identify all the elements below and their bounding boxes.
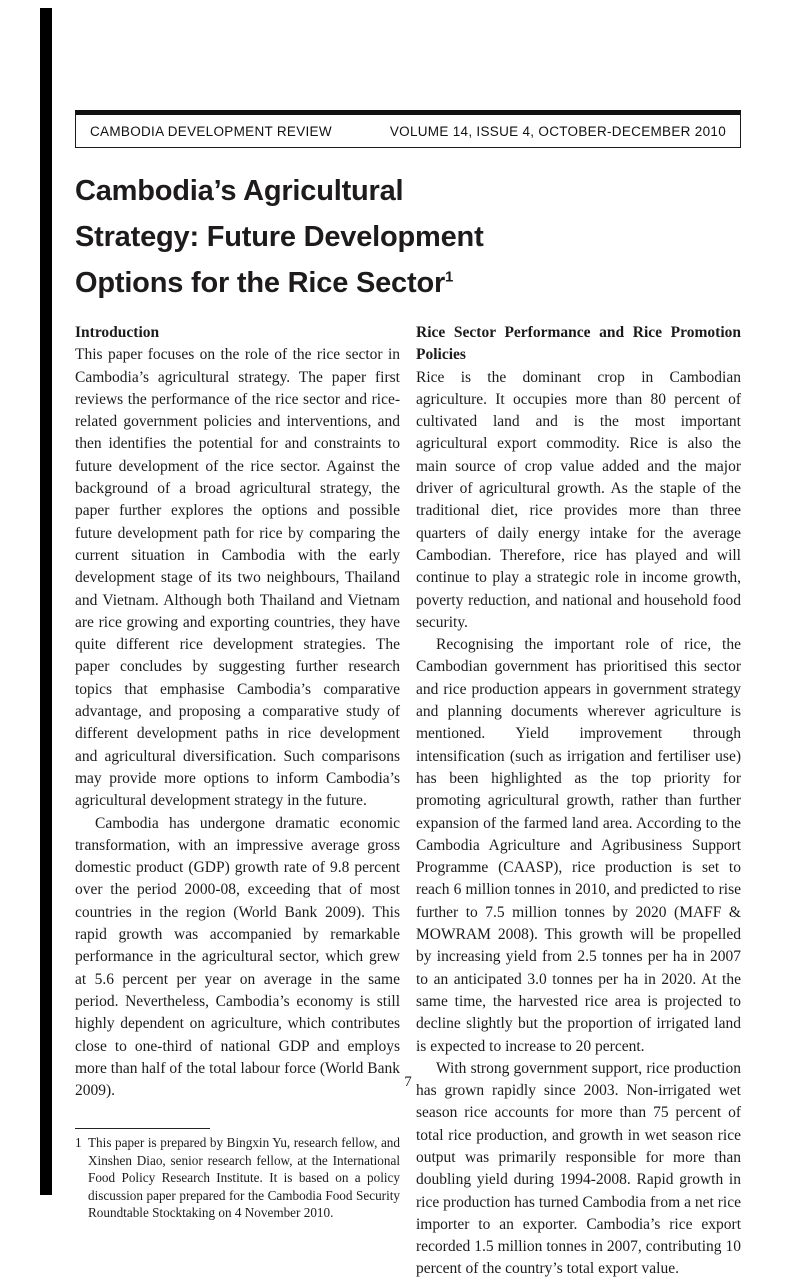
title-footnote-marker: 1 (445, 268, 454, 286)
paragraph: This paper focuses on the role of the rice sector in Cambodia’s agricultural strategy. The paper first reviews the performance of the rice sector and rice-related government policies and interventions, and then identifies the potential for and constraints to future development of the rice sector. Against the background of a broad agricultural strategy, the paper further explores the options and possible future development path for rice by comparing the current situation in Cambodia with the early development stage of its two neighbours, Thailand and Vietnam. Although both Thailand and Vietnam are rice growing and exporting countries, they have quite different rice development strategies. The paper concludes by suggesting further research topics that emphasise Cambodia’s comparative advantage, and proposing a comparative study of different development paths in rice development and agricultural diversification. Such comparisons may provide more options to inform Cambodia’s agricultural development strategy in the future. (75, 346, 400, 810)
journal-name: CAMBODIA DEVELOPMENT REVIEW (90, 123, 332, 139)
page-content (75, 110, 741, 1281)
page-number: 7 (404, 1074, 412, 1090)
right-column (416, 322, 741, 1281)
article-title-line1: Cambodia’s Agricultural (75, 175, 404, 207)
footnote-block (75, 1128, 400, 1221)
footnote-marker: 1 (75, 1135, 82, 1151)
section-heading-rice-sector: Rice Sector Performance and Rice Promotion Policies (416, 324, 741, 364)
article-title-line2: Strategy: Future Development (75, 221, 484, 253)
paragraph: With strong government support, rice production has grown rapidly since 2003. Non-irrigated wet season rice accounts for more than 75 percent of total rice production, and growth in wet season rice output was primarily responsible for more than doubling yield during 1994-2008. Rapid growth in rice production has turned Cambodia from a net rice importer to an exporter. Cambodia’s rice export recorded 1.5 million tonnes in 2007, contributing 10 percent of the country’s total export value. (416, 1059, 741, 1278)
scan-edge-bar (40, 8, 52, 1195)
section-heading-introduction: Introduction (75, 324, 160, 341)
left-column (75, 322, 400, 1281)
paragraph: Rice is the dominant crop in Cambodian agriculture. It occupies more than 80 percent of cultivated land and is the most important agricultural export commodity. Rice is also the main source of crop value added and the major driver of agricultural growth. As the staple of the traditional diet, rice provides more than three quarters of daily energy intake for the average Cambodian. Therefore, rice has played and will continue to play a strategic role in income growth, poverty reduction, and national and household food security. (416, 368, 741, 631)
footnote-divider (75, 1128, 210, 1129)
journal-header (75, 110, 741, 148)
article-title (75, 168, 741, 306)
footnote-text: This paper is prepared by Bingxin Yu, research fellow, and Xinshen Diao, senior research fellow, at the International Food Policy Research Institute. It is based on a policy discussion paper prepared for the Cambodia Food Security Roundtable Stocktaking on 4 November 2010. (88, 1135, 400, 1221)
article-body (75, 322, 741, 1281)
article-title-line3 (75, 260, 741, 306)
article-title-line3-text: Options for the Rice Sector (75, 267, 446, 299)
footnote (75, 1134, 400, 1221)
issue-info: VOLUME 14, ISSUE 4, OCTOBER-DECEMBER 2010 (389, 123, 726, 139)
paragraph: Recognising the important role of rice, the Cambodian government has prioritised this sector and rice production appears in government strategy and planning documents wherever agriculture is mentioned. Yield improvement through intensification (such as irrigation and fertiliser use) has been highlighted as the top priority for promoting agricultural growth, rather than further expansion of the farmed land area. According to the Cambodia Agriculture and Agribusiness Support Programme (CAASP), rice production is set to reach 6 million tonnes in 2010, and predicted to rise further to 7.5 million tonnes by 2020 (MAFF & MOWRAM 2008). This growth will be propelled by increasing yield from 2.5 tonnes per ha in 2007 to an anticipated 3.0 tonnes per ha in 2020. At the same time, the harvested rice area is projected to decline slightly but the proportion of irrigated land is expected to increase to 20 percent. (416, 636, 741, 1055)
paragraph: Cambodia has undergone dramatic economic transformation, with an impressive average gross domestic product (GDP) growth rate of 9.8 percent over the period 2000-08, exceeding that of most countries in the region (World Bank 2009). This rapid growth was accompanied by remarkable performance in the agricultural sector, which grew at 5.6 percent per year on average in the same period. Nevertheless, Cambodia’s economy is still highly dependent on agriculture, which contributes close to one-third of national GDP and employs more than half of the total labour force (World Bank 2009). (75, 814, 400, 1100)
